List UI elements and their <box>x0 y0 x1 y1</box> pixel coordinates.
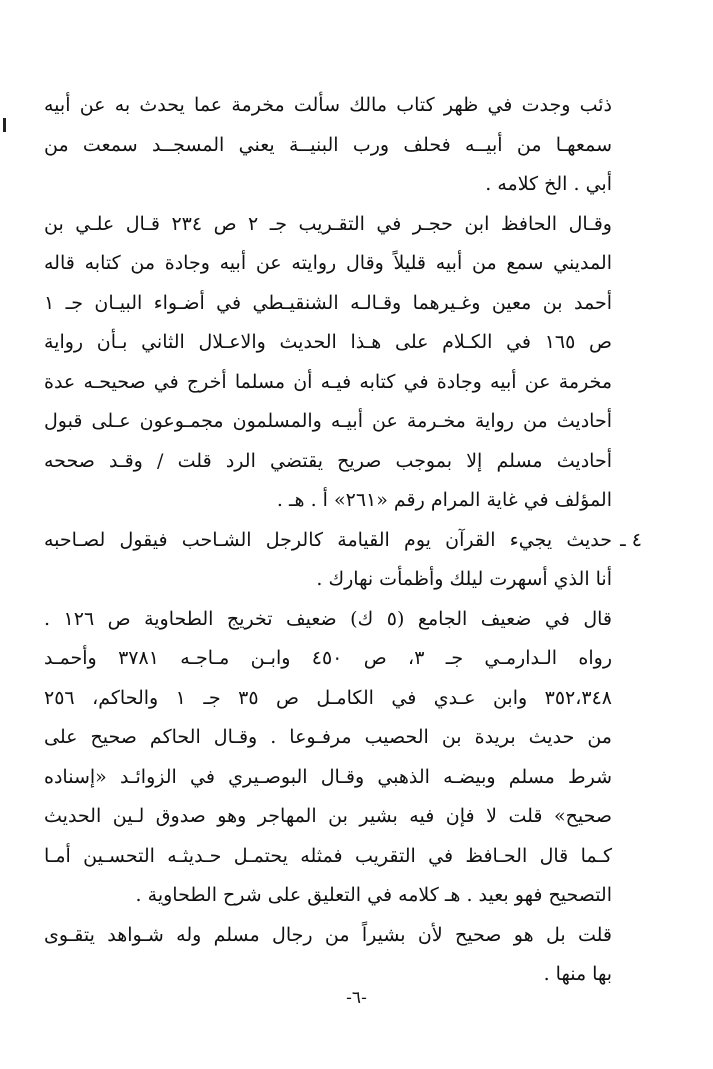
text-line: التصحيح فهو بعيد . هـ كلامه في التعليق على شرح الطحاوية . <box>135 884 612 906</box>
text-line: المؤلف في غاية المرام رقم «٢٦١» أ . هـ . <box>276 489 612 511</box>
margin-mark <box>3 118 6 132</box>
page-body <box>44 86 642 995</box>
text-line: أحاديث مسلم إلا بموجب صريح يقتضي الرد قلت / وقـد صححه <box>44 449 612 472</box>
text-line: قلت بل هو صحيح لأن بشيراً من رجال مسلم وله شـواهد يتقـوى <box>44 923 612 946</box>
page-number: -٦- <box>346 988 367 1008</box>
hadith-item-line <box>44 521 642 561</box>
text-line: بها منها . <box>543 963 612 985</box>
text-line: شرط مسلم وبيضـه الذهبي وقـال البوصـيري في الزوائـد «إسناده <box>44 765 612 788</box>
text-line: ص ١٦٥ في الكـلام على هـذا الحديث والاعـلال الثاني بـأن رواية <box>44 331 612 353</box>
text-line: أنا الذي أسهرت ليلك وأظمأت نهارك . <box>316 568 612 590</box>
text-line: مخرمة عن أبيه وجادة في كتابه فيـه أن مسلما أخرج في صحيحـه عدة <box>44 370 612 393</box>
text-line: ٣٥٢،٣٤٨ وابن عـدي في الكامـل ص ٣٥ جـ ١ والحاكم، ٢٥٦ <box>44 686 612 709</box>
text-line: رواه الـدارمـي جـ ٣، ص ٤٥٠ وابـن مـاجـه ٣٧٨١ وأحمـد <box>44 647 613 669</box>
text-line: كـما قال الحـافظ في التقريب فمثله يحتمـل حـديثـه التحسـين أمـا <box>44 844 612 867</box>
text-line: أحاديث من رواية مخـرمة عن أبيـه والمسلمون مجمـوعون عـلى قبول <box>44 410 612 432</box>
text-line: أحمد بن معين وغـيرهما وقـالـه الشنقيـطي في أضـواء البيـان جـ ١ <box>44 291 612 314</box>
text-line: من حديث بريدة بن الحصيب مرفـوعا . وقـال الحاكم صحيح على <box>44 726 612 748</box>
text-line: أبي . الخ كلامه . <box>485 173 612 195</box>
text-line: سمعهـا من أبيــه فحلف ورب البنيــة يعني المسجــد سمعت من <box>44 133 612 156</box>
text-line: وقـال الحافظ ابن حجـر في التقـريب جـ ٢ ص ٢٣٤ قـال علـي بن <box>44 212 612 235</box>
text-line: المديني سمع من أبيه قليلاً وقال روايته عن أبيه وجادة من كتابه قاله <box>44 252 612 274</box>
text-line: صحيح» قلت لا فإن فيه بشير بن المهاجر وهو صدوق لـين الحديث <box>44 805 612 827</box>
text-line: حديث يجيء القرآن يوم القيامة كالرجل الشـاحب فيقول لصـاحبه <box>44 528 612 551</box>
item-number: ٤ ـ <box>620 528 642 551</box>
text-line: قال في ضعيف الجامع (٥ ك) ضعيف تخريج الطحاوية ص ١٢٦ . <box>44 607 612 630</box>
text-line: ذئب وجدت في ظهر كتاب مالك سألت مخرمة عما يحدث به عن أبيه <box>44 94 612 116</box>
